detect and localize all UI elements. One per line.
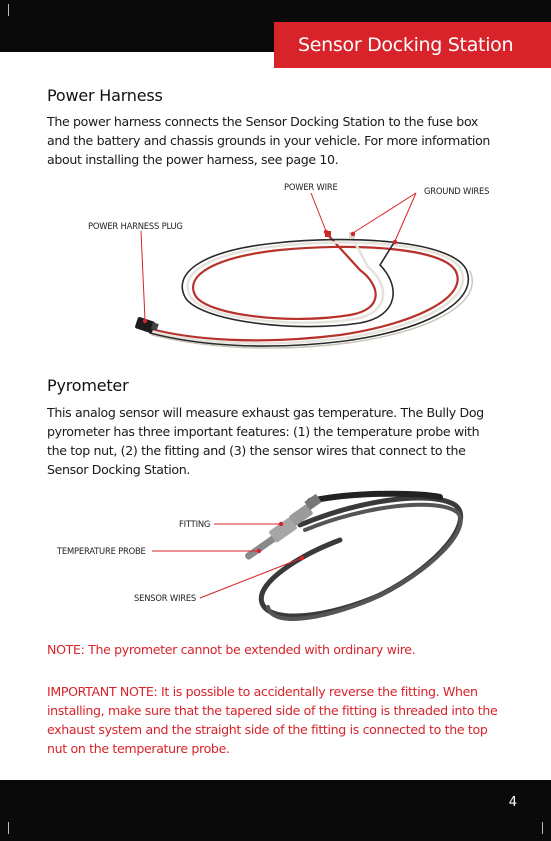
note-text: The pyrometer cannot be extended with ordinary wire.: [84, 642, 416, 657]
important-note-label: IMPORTANT NOTE:: [47, 684, 158, 699]
important-note: [47, 682, 507, 758]
power-harness-description: The power harness connects the Sensor Docking Station to the fuse box and the battery and chassis grounds in your vehicle. For more information about installing the power harness, see page 10.: [47, 114, 491, 167]
crop-mark: [542, 822, 543, 834]
sensor-wires-label: SENSOR WIRES: [134, 593, 197, 603]
note-label: NOTE:: [47, 642, 85, 657]
page-number: 4: [508, 795, 517, 810]
important-note-text: It is possible to accidentally reverse the fitting. When installing, make sure that the tapered side of the fitting is threaded into the exhaust system and the straight side of the fitting is connected to the top nut on the temperature probe.: [47, 684, 498, 756]
crop-mark: [8, 4, 9, 16]
note: [47, 640, 507, 659]
pyrometer-title: Pyrometer: [47, 376, 129, 395]
crop-mark: [8, 822, 9, 834]
power-wire-label: POWER WIRE: [284, 182, 338, 192]
fitting-label: FITTING: [179, 519, 211, 529]
power-harness-title: Power Harness: [47, 86, 163, 105]
temperature-probe-label: TEMPERATURE PROBE: [57, 546, 146, 556]
power-harness-plug-label: POWER HARNESS PLUG: [88, 221, 183, 231]
pyrometer-description: This analog sensor will measure exhaust gas temperature. The Bully Dog pyrometer has three important features: (1) the temperature probe with the top nut, (2) the fitting and (3) the sensor wires that connect to the Sensor Docking Station.: [47, 405, 484, 477]
bottom-bar: [0, 780, 551, 841]
ground-wires-label: GROUND WIRES: [424, 186, 490, 196]
section-header-tab: Sensor Docking Station: [274, 22, 551, 68]
power-harness-image: [0, 175, 551, 365]
